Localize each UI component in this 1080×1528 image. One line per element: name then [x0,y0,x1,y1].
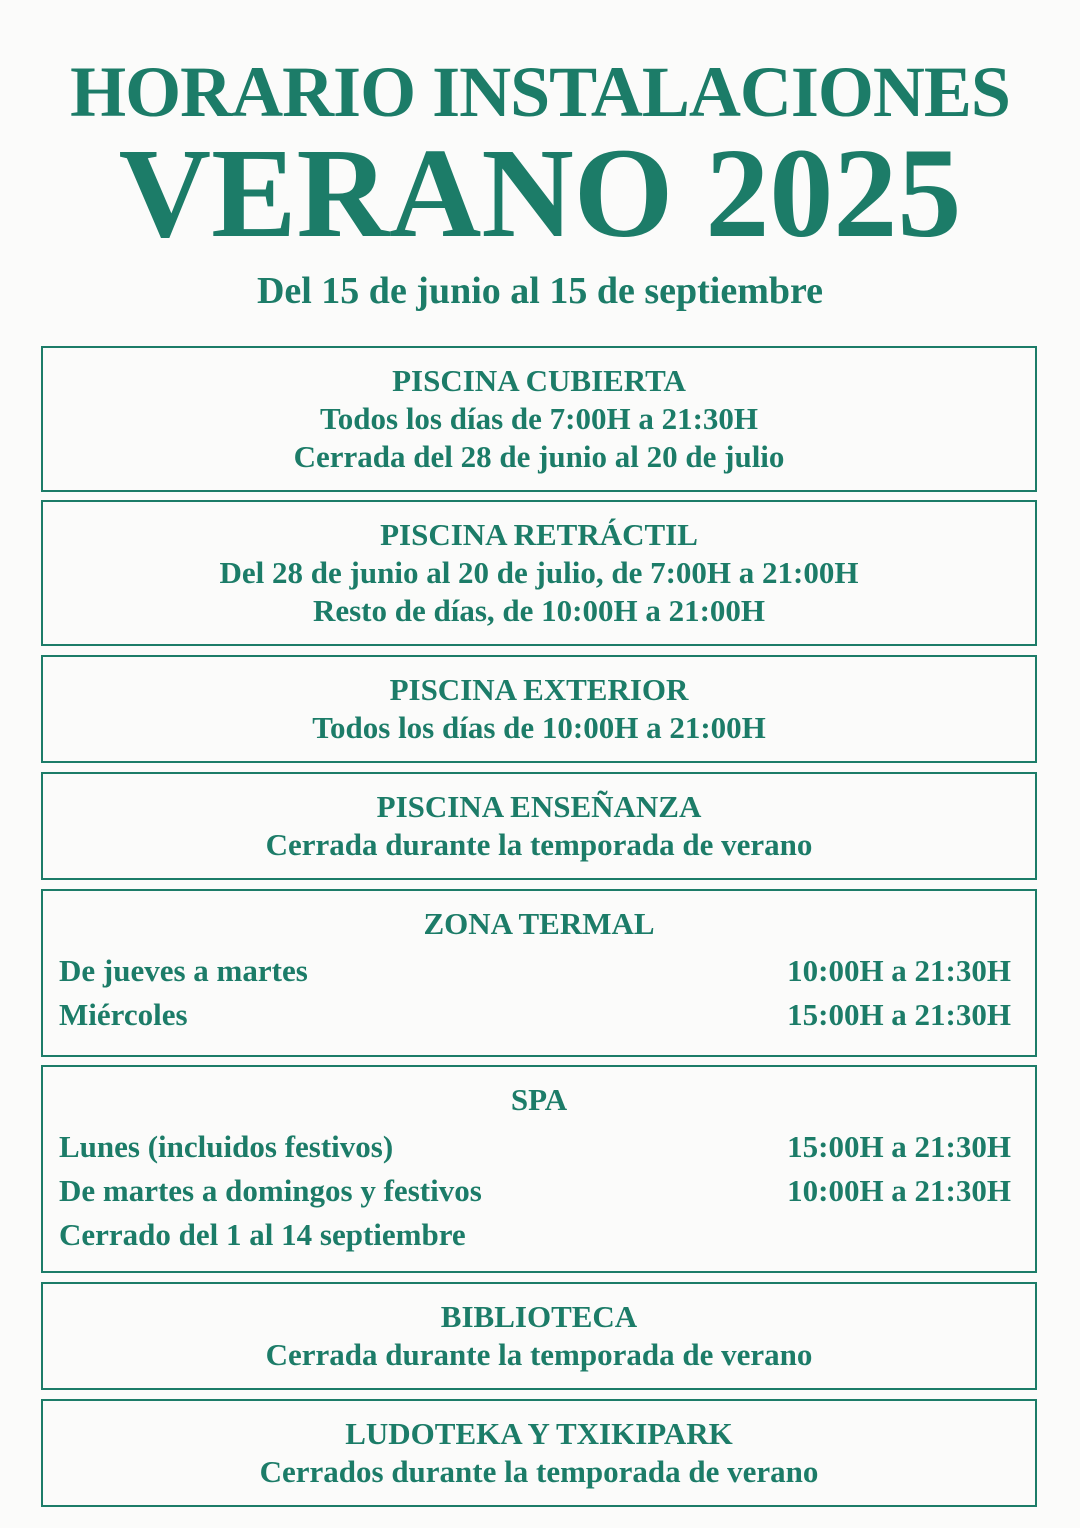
section-ludoteka [41,1399,1037,1507]
section-line: Cerrada durante la temporada de verano [265,1337,813,1372]
section-line: Cerrados durante la temporada de verano [259,1454,819,1489]
section-title: SPA [510,1082,568,1117]
section-title: PISCINA CUBIERTA [392,363,686,398]
section-title: ZONA TERMAL [423,906,655,941]
section-title: LUDOTEKA Y TXIKIPARK [345,1416,733,1451]
section-piscina-retractil [41,500,1037,646]
section-piscina-ensenanza [41,772,1037,880]
closure-note: Cerrado del 1 al 14 septiembre [59,1217,466,1252]
section-piscina-exterior [41,655,1037,763]
schedule-hours: 10:00H a 21:30H [787,953,1011,988]
section-piscina-cubierta [41,346,1037,492]
section-line: Cerrada del 28 de junio al 20 de julio [293,439,785,474]
section-line: Del 28 de junio al 20 de julio, de 7:00H a 21:00H [219,555,859,590]
schedule-hours: 15:00H a 21:30H [787,1129,1011,1164]
schedule-day: Miércoles [59,997,188,1032]
schedule-day: De jueves a martes [59,953,308,988]
section-line: Cerrada durante la temporada de verano [265,827,813,862]
section-zona-termal [41,889,1037,1057]
section-spa [41,1065,1037,1273]
schedule-note [43,1213,1035,1257]
page-subtitle: Del 15 de junio al 15 de septiembre [256,270,824,312]
section-line: Todos los días de 7:00H a 21:30H [319,401,759,436]
section-line: Todos los días de 10:00H a 21:00H [312,710,766,745]
schedule-row [43,949,1035,993]
schedule-hours: 10:00H a 21:30H [787,1173,1011,1208]
section-title: PISCINA RETRÁCTIL [380,517,698,552]
section-title: BIBLIOTECA [440,1299,638,1334]
section-title: PISCINA ENSEÑANZA [376,789,702,824]
schedule-day: Lunes (incluidos festivos) [59,1129,394,1164]
section-line: Resto de días, de 10:00H a 21:00H [312,593,766,628]
schedule-hours: 15:00H a 21:30H [787,997,1011,1032]
schedule-row [43,1169,1035,1213]
page-title-line1: HORARIO INSTALACIONES [70,52,1010,132]
section-title: PISCINA EXTERIOR [389,672,689,707]
page-title-line2: VERANO 2025 [118,122,962,264]
schedule-row [43,1125,1035,1169]
section-biblioteca [41,1282,1037,1390]
schedule-day: De martes a domingos y festivos [59,1173,482,1208]
schedule-row [43,993,1035,1037]
